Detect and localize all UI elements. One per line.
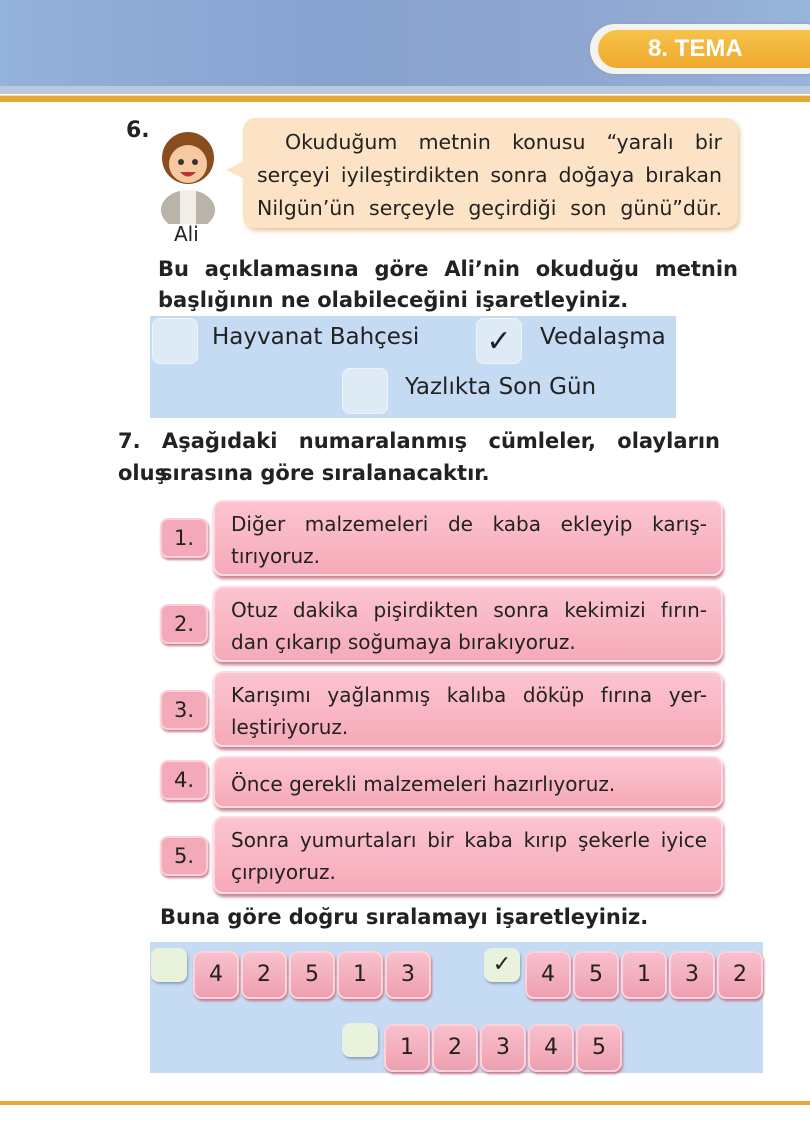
answer-sequence [193, 951, 433, 999]
answer-sequence [525, 951, 765, 999]
item-number: 4. [160, 760, 208, 800]
sequence-tile: 1 [621, 951, 667, 999]
answer-sequence [384, 1024, 624, 1072]
sentence-line: dan çıkarıp soğumaya bırakıyoruz. [231, 630, 576, 654]
q7-question-line: sırasına göre sıralanacaktır. [160, 461, 490, 485]
sentence-card [213, 816, 723, 894]
sentence-line: Otuz dakika pişirdikten sonra kekimizi fırın- [231, 598, 707, 622]
speech-line: Okuduğum metnin konusu “yaralı bir [285, 130, 722, 154]
sentence-line: Sonra yumurtaları bir kaba kırıp şekerle iyice [231, 828, 707, 852]
item-number: 1. [160, 518, 208, 558]
sequence-tile: 2 [432, 1024, 478, 1072]
sequence-tile: 1 [384, 1024, 430, 1072]
sequence-tile: 5 [289, 951, 335, 999]
footer-divider [0, 1101, 810, 1105]
option-checkbox[interactable] [342, 368, 388, 414]
ali-character-illustration [155, 118, 221, 224]
q6-question-line: Bu açıklamasına göre Ali’nin okuduğu metnin [158, 257, 738, 281]
speech-line: Nilgün’ün serçeyle geçirdiği son günü”dür. [257, 196, 722, 220]
sentence-line: Diğer malzemeleri de kaba ekleyip karış- [231, 512, 707, 536]
sequence-tile: 3 [385, 951, 431, 999]
speech-bubble [243, 118, 738, 228]
sequence-tile: 3 [669, 951, 715, 999]
sentence-line: Karışımı yağlanmış kalıba döküp fırına yer- [231, 683, 707, 707]
sentence-line: leştiriyoruz. [231, 715, 349, 739]
answer-checkbox[interactable] [342, 1023, 378, 1057]
header-divider [0, 95, 810, 102]
q7-instruction: Buna göre doğru sıralamayı işaretleyiniz. [160, 905, 649, 929]
question-number: 6. [126, 118, 150, 143]
sequence-tile: 2 [241, 951, 287, 999]
item-number: 3. [160, 690, 208, 730]
q7-question-line: 7. Aşağıdaki numaralanmış cümleler, olayların oluş [118, 429, 720, 485]
sentence-card [213, 756, 723, 808]
item-number: 2. [160, 604, 208, 644]
speaker-name: Ali [174, 222, 199, 246]
sequence-tile: 4 [193, 951, 239, 999]
option-label: Yazlıkta Son Gün [405, 374, 597, 400]
sentence-line: Önce gerekli malzemeleri hazırlıyoruz. [231, 772, 616, 796]
header-band [0, 86, 810, 94]
answer-checkbox-checked[interactable]: ✓ [484, 948, 520, 982]
speech-line: serçeyi iyileştirdikten sonra doğaya bırakan [257, 163, 722, 187]
option-checkbox-checked[interactable]: ✓ [476, 318, 522, 364]
sequence-tile: 4 [528, 1024, 574, 1072]
sequence-tile: 4 [525, 951, 571, 999]
option-label: Vedalaşma [540, 324, 666, 350]
q6-question-line: başlığının ne olabileceğini işaretleyiniz. [158, 288, 629, 312]
theme-badge: 8. TEMA [598, 30, 810, 68]
option-label: Hayvanat Bahçesi [212, 324, 420, 350]
sentence-card [213, 586, 723, 662]
sequence-tile: 1 [337, 951, 383, 999]
sentence-card [213, 500, 723, 576]
sequence-tile: 2 [717, 951, 763, 999]
option-checkbox[interactable] [152, 318, 198, 364]
sequence-tile: 3 [480, 1024, 526, 1072]
sequence-tile: 5 [576, 1024, 622, 1072]
sentence-line: tırıyoruz. [231, 544, 321, 568]
sentence-line: çırpıyoruz. [231, 860, 336, 884]
sentence-card [213, 671, 723, 747]
sequence-tile: 5 [573, 951, 619, 999]
item-number: 5. [160, 836, 208, 876]
answer-checkbox[interactable] [151, 948, 187, 982]
